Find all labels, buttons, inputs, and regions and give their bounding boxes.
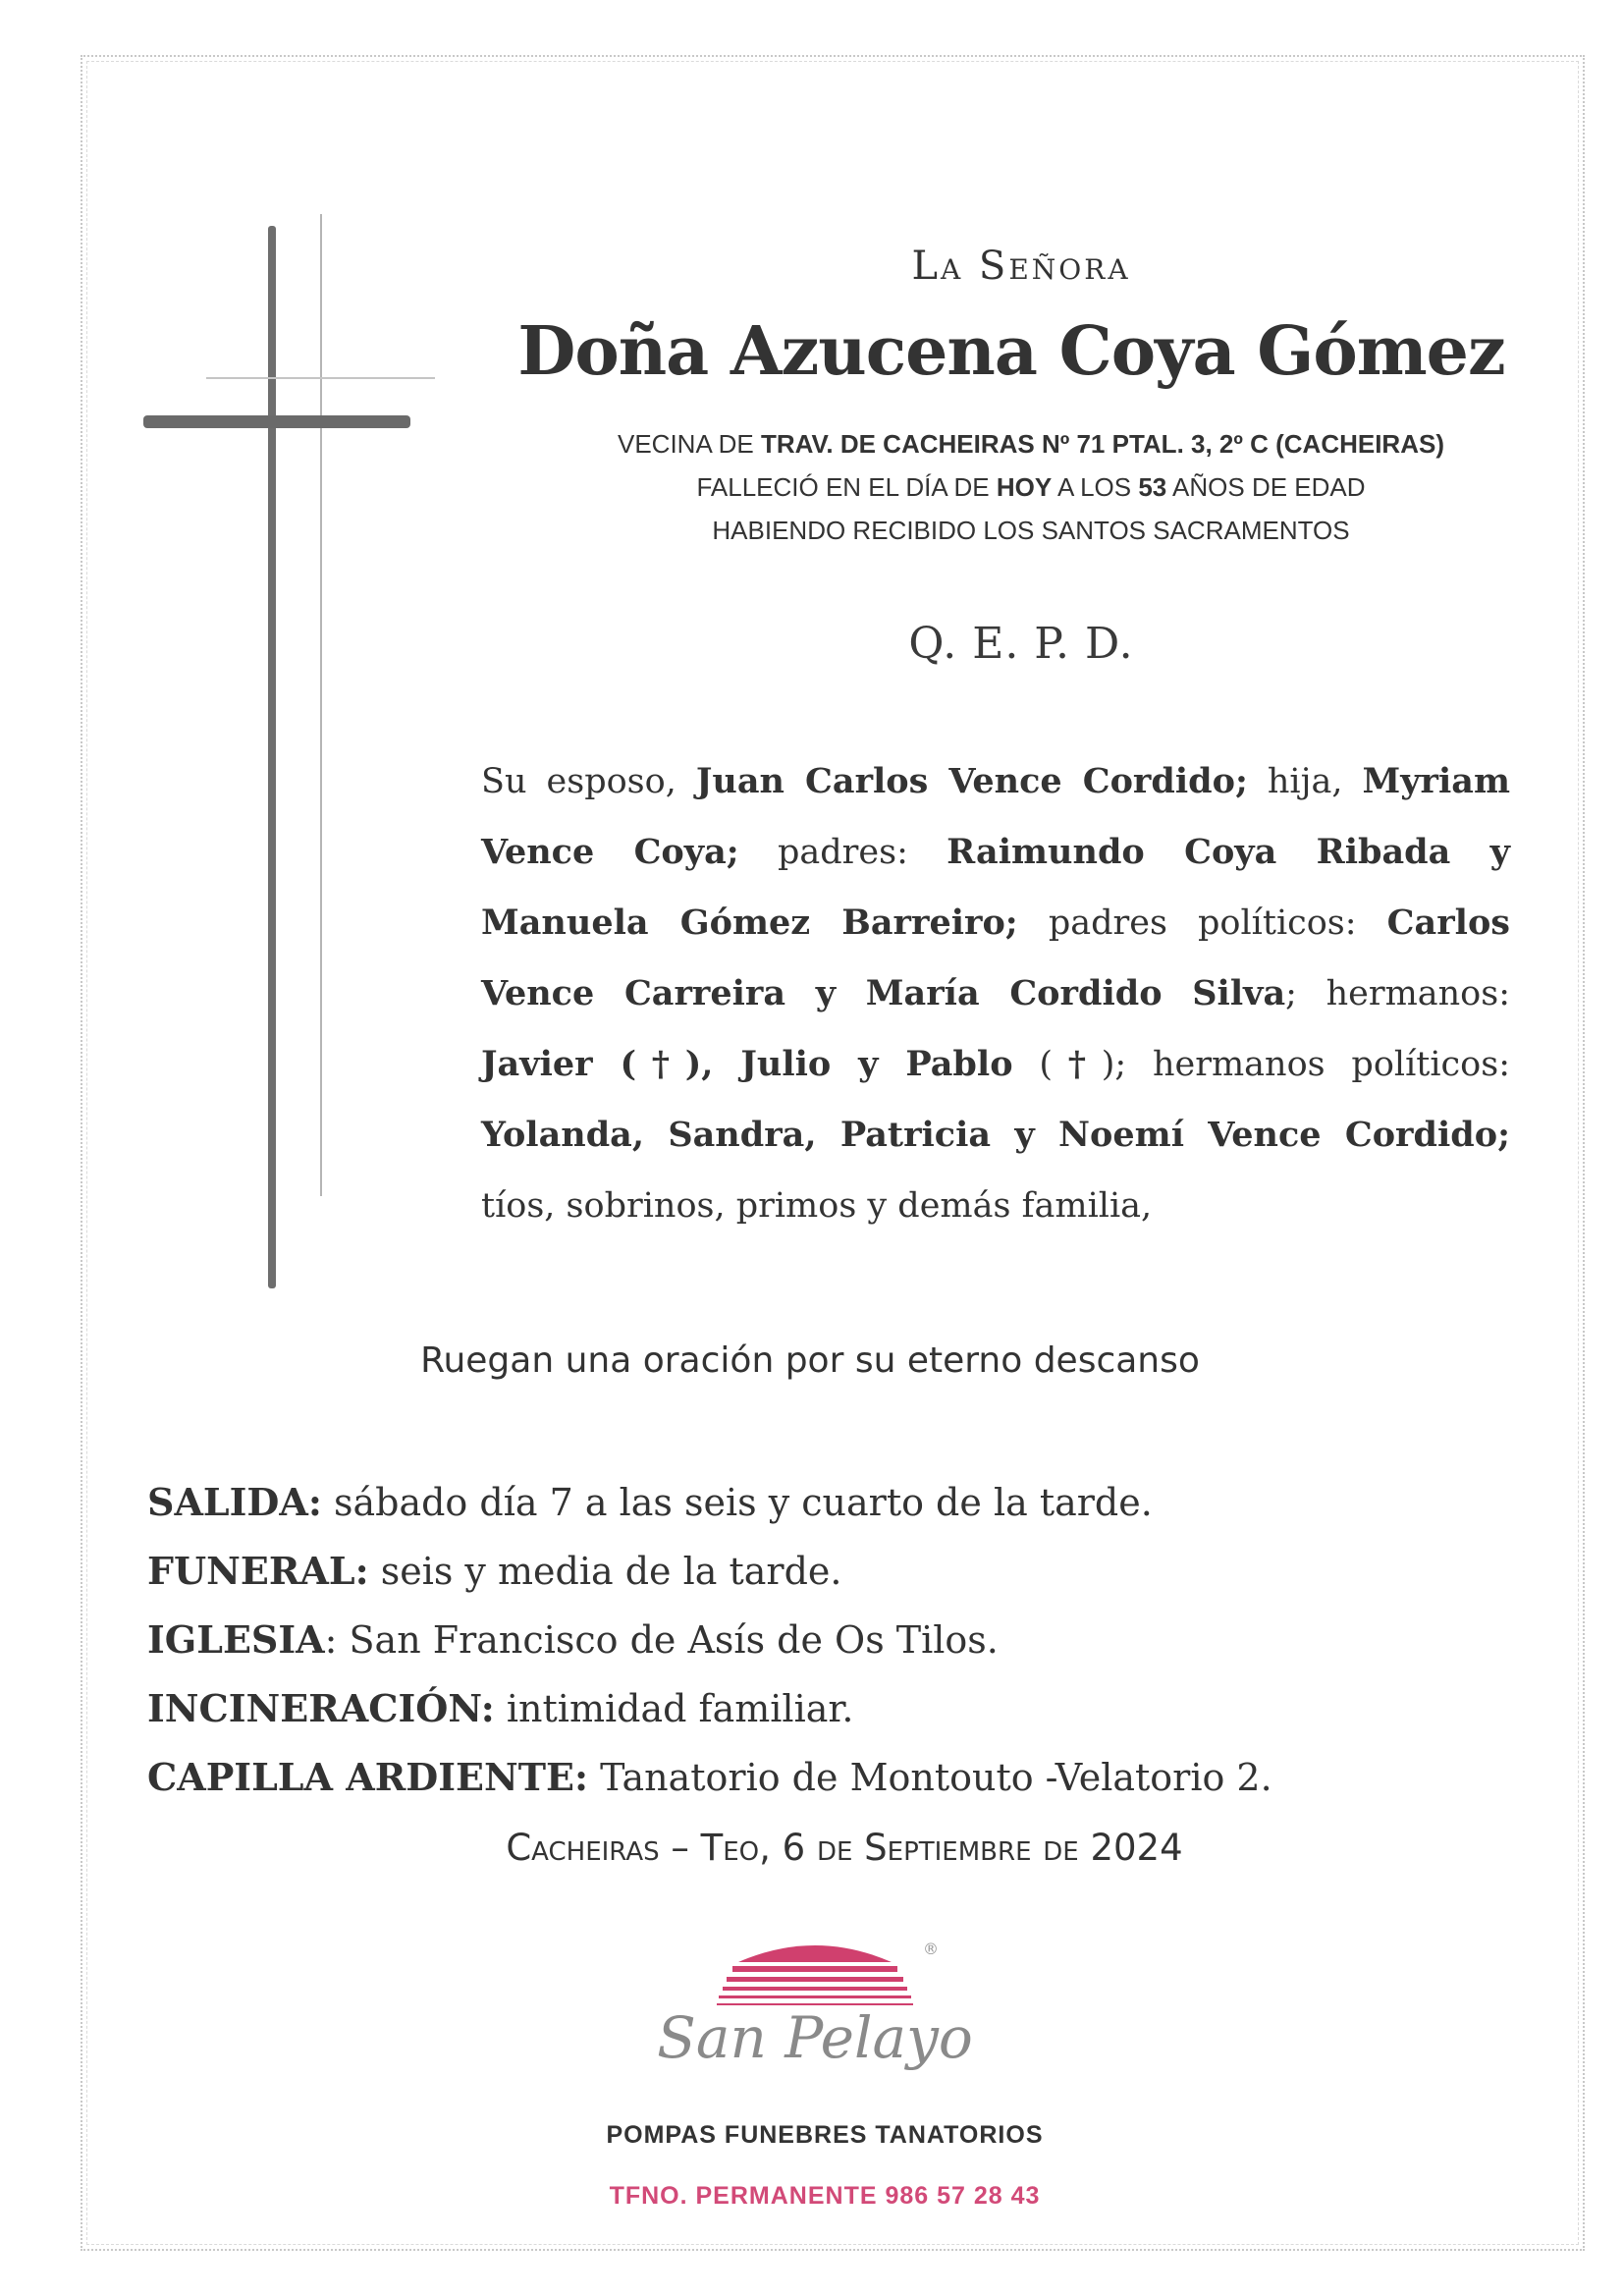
info-sacraments: HABIENDO RECIBIDO LOS SANTOS SACRAMENTOS	[712, 516, 1350, 545]
detail-capilla: CAPILLA ARDIENTE: Tanatorio de Montouto -Velatorio 2.	[147, 1755, 1272, 1799]
logo-text: San Pelayo	[657, 2004, 973, 2071]
prayer-request: Ruegan una oración por su eterno descanso	[420, 1340, 1200, 1381]
detail-salida: SALIDA: sábado día 7 a las seis y cuarto de la tarde.	[147, 1480, 1153, 1524]
ceremony-details	[147, 1473, 1424, 1817]
info-death: FALLECIÓ EN EL DÍA DE HOY A LOS 53 AÑOS DE EDAD	[696, 472, 1366, 502]
company-tagline: POMPAS FUNEBRES TANATORIOS	[606, 2121, 1044, 2149]
qepd: Q. E. P. D.	[908, 619, 1134, 669]
phone-number: TFNO. PERMANENTE 986 57 28 43	[609, 2182, 1041, 2210]
san-pelayo-logo	[648, 1925, 982, 2111]
info-residence: VECINA DE TRAV. DE CACHEIRAS Nº 71 PTAL. 3, 2º C (CACHEIRAS)	[618, 429, 1444, 459]
detail-funeral: FUNERAL: seis y media de la tarde.	[147, 1549, 842, 1593]
detail-incineracion: INCINERACIÓN: intimidad familiar.	[147, 1686, 854, 1730]
detail-iglesia: IGLESIA: San Francisco de Asís de Os Tilos.	[147, 1617, 999, 1662]
dateline: Cacheiras – Teo, 6 de Septiembre de 2024	[506, 1827, 1183, 1869]
deceased-name: Doña Azucena Coya Gómez	[517, 312, 1505, 391]
family-paragraph: Su esposo, Juan Carlos Vence Cordido; hija, Myriam Vence Coya; padres: Raimundo Coya Ribada y Manuela Gómez Barreiro; padres políticos: Carlos Vence Carreira y María Cordido Silva; hermanos: Javier (†), Julio y Pablo (†); hermanos políticos: Yolanda, Sandra, Patricia y Noemí Vence Cordido; tíos, sobrinos, primos y demás familia,	[481, 761, 1511, 1226]
registered-icon: ®	[923, 1940, 939, 1958]
honorific: La Señora	[911, 244, 1131, 289]
